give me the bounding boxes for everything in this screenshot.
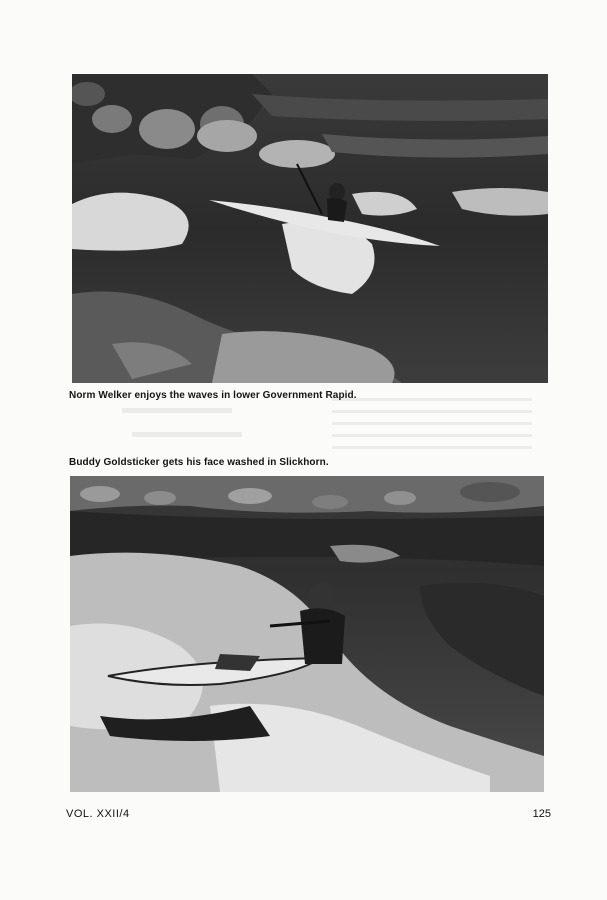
caption-slickhorn: Buddy Goldsticker gets his face washed in Slickhorn.	[69, 457, 329, 468]
volume-label: VOL. XXII/4	[66, 808, 130, 820]
photo-slickhorn	[70, 476, 544, 792]
photo-government-rapid	[72, 74, 548, 383]
caption-government-rapid: Norm Welker enjoys the waves in lower Government Rapid.	[69, 390, 357, 401]
page-number: 125	[532, 808, 551, 820]
